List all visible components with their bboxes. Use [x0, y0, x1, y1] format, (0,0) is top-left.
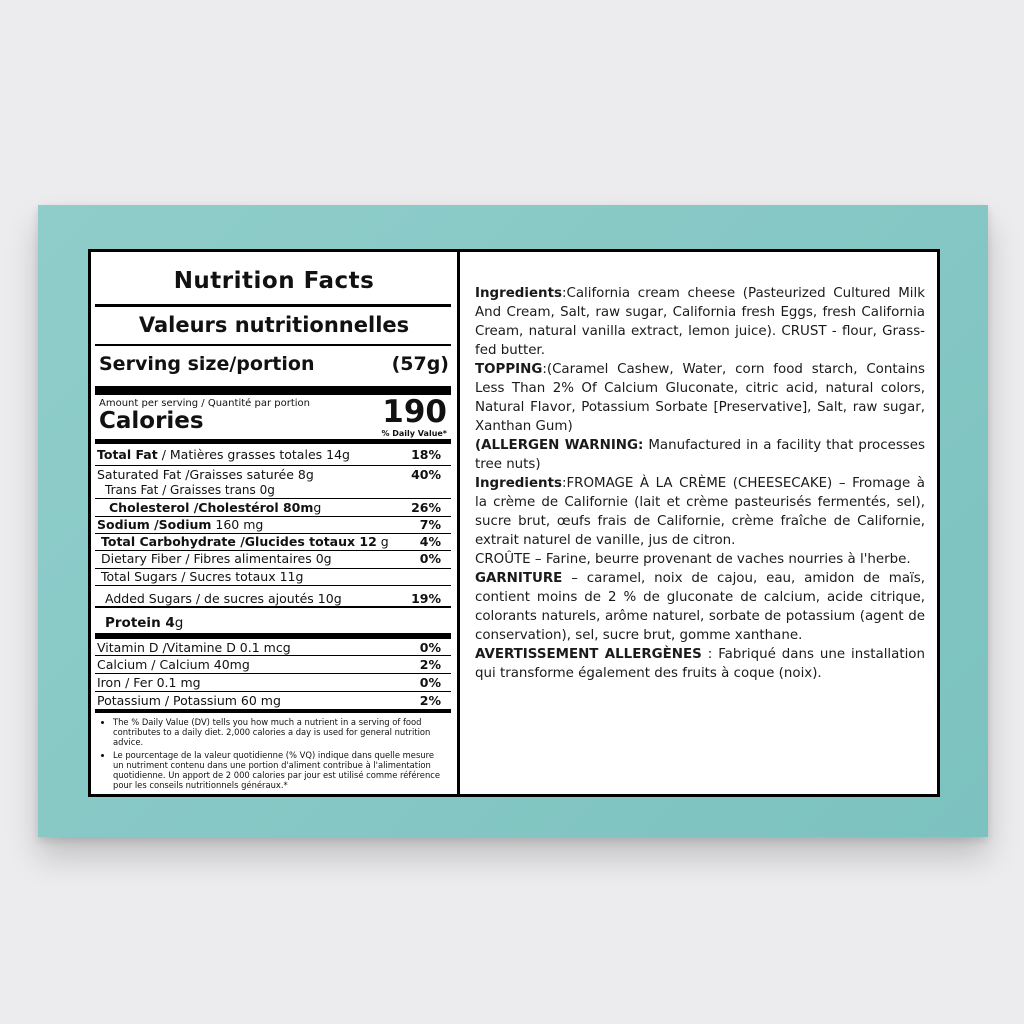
thick-divider [95, 439, 451, 444]
ingredients-fr-label: Ingredients [475, 476, 562, 491]
nutrient-row-total-sugars [101, 569, 449, 584]
nutrient-dv: 4% [419, 534, 441, 549]
row-divider [95, 691, 451, 692]
nutrient-row-saturated-fat [97, 467, 449, 482]
row-divider [95, 465, 451, 466]
nutrition-title-fr: Valeurs nutritionnelles [138, 313, 410, 337]
serving-value: (57g) [391, 353, 449, 375]
nutrient-name: Total Fat [97, 447, 158, 462]
avert-label: AVERTISSEMENT ALLERGÈNES [475, 647, 702, 662]
nutrient-dv: 0% [419, 551, 441, 566]
nutrient-row-iron [97, 675, 449, 690]
nutrient-label: g [174, 615, 184, 631]
label-panel [88, 249, 940, 797]
row-divider [95, 655, 451, 656]
divider-line [95, 304, 451, 307]
row-divider [95, 673, 451, 674]
row-divider [95, 606, 451, 608]
divider-line [95, 344, 451, 346]
row-divider [95, 498, 451, 499]
nutrient-label: Vitamin D /Vitamine D 0.1 mcg [97, 640, 291, 655]
nutrient-name: Sodium /Sodium [97, 517, 212, 532]
nutrient-label: Iron / Fer 0.1 mg [97, 675, 201, 690]
nutrient-row-sodium [97, 517, 449, 532]
nutrient-dv: 40% [411, 467, 441, 482]
nutrient-label: / Matières grasses totales [157, 447, 323, 462]
footnotes [101, 717, 441, 793]
nutrient-dv: 0% [419, 675, 441, 690]
nutrient-row-cholesterol [109, 500, 449, 515]
nutrient-dv: 2% [419, 693, 441, 708]
nutrient-label: 160 mg [211, 517, 264, 532]
nutrient-name: Total Carbohydrate /Glucides totaux 12 [101, 534, 377, 549]
nutrient-label: Added Sugars / de sucres ajoutés 10g [105, 591, 342, 606]
allergen-warning-fr [475, 645, 925, 683]
panel-divider [457, 252, 460, 794]
garniture [475, 569, 925, 645]
nutrient-name: Cholesterol /Cholestérol 80m [109, 500, 314, 515]
nutrient-label: Total Sugars / Sucres totaux 11g [101, 569, 304, 584]
nutrient-row-carbohydrate [101, 534, 449, 549]
nutrient-label: Potassium / Potassium 60 mg [97, 693, 281, 708]
nutrient-label: Saturated Fat /Graisses saturée 8g [97, 467, 314, 482]
nutrient-row-fiber [101, 551, 449, 566]
nutrient-dv: 7% [419, 517, 441, 532]
nutrient-row-protein [105, 615, 457, 631]
daily-value-label: % Daily Value* [381, 429, 447, 438]
garniture-text: – caramel, noix de cajou, eau, amidon de maïs, contient moins de 2 % de gluconate de calcium, acide citrique, colorants naturels, arôme naturel, sorbate de potassium (agent de conservation), sel, sucre brut, gomme xanthane. [475, 571, 925, 643]
garniture-label: GARNITURE [475, 571, 563, 586]
nutrient-dv: 26% [411, 500, 441, 515]
serving-size [99, 353, 451, 375]
ingredients-fr [475, 474, 925, 550]
amount-per-serving: Amount per serving / Quantité par portion [99, 398, 310, 409]
nutrient-dv: 0% [419, 640, 441, 655]
nutrition-title-en: Nutrition Facts [173, 268, 375, 294]
nutrient-label: Calcium / Calcium 40mg [97, 657, 250, 672]
nutrient-label: g [376, 534, 389, 549]
nutrition-facts-table [91, 252, 457, 794]
nutrient-row-total-fat [97, 447, 449, 462]
nutrient-row-added-sugars [105, 591, 449, 606]
croute: CROÛTE – Farine, beurre provenant de vaches nourries à l'herbe. [475, 552, 911, 567]
nutrient-dv: 2% [419, 657, 441, 672]
footnote-en: • The % Daily Value (DV) tells you how much a nutrient in a serving of food contributes to a daily diet. 2,000 calories a day is used for general nutrition advice. [113, 717, 441, 747]
nutrient-amount: 14g [322, 447, 350, 462]
topping-text: :(Caramel Cashew, Water, corn food starch, Contains Less Than 2% Of Calcium Gluconate, citric acid, natural colors, Natural Flavor, Potassium Sorbate [Preservative], Salt, raw sugar, Xanthan Gum) [475, 362, 925, 434]
nutrient-row-potassium [97, 693, 449, 708]
ingredients-en-text: :California cream cheese (Pasteurized Cultured Milk And Cream, Salt, raw sugar, California fresh Eggs, fresh California Cream, natural vanilla extract, lemon juice). CRUST - flour, Grass-fed butter. [475, 286, 925, 358]
ingredients-panel [475, 284, 925, 683]
serving-label: Serving size/portion [99, 353, 315, 375]
allergen-label: (ALLERGEN WARNING: [475, 438, 644, 453]
nutrient-dv: 18% [411, 447, 441, 462]
allergen-text: Manufactured in a facility that processes tree nuts) [475, 438, 925, 472]
ingredients-en [475, 284, 925, 360]
nutrient-label: g [313, 500, 322, 515]
row-divider [95, 585, 451, 586]
topping-label: TOPPING [475, 362, 543, 377]
ingredients-fr-text: :FROMAGE À LA CRÈME (CHEESECAKE) – Fromage à la crème de Californie (lait et crème pasteurisés fermentés, sel), sucre brut, œufs frais de Californie, crème fraîche de Californie, extrait naturel de vanille, jus de citron. [475, 476, 925, 548]
thick-divider [95, 633, 451, 639]
avert-text: : Fabriqué dans une installation qui transforme également des fruits à coque (noix). [475, 647, 925, 681]
footnote-fr: • Le pourcentage de la valeur quotidienne (% VQ) indique dans quelle mesure un nutriment contenu dans une portion d'aliment contribue à l'alimentation quotidienne. Un apport de 2 000 calories par jour est utilisé comme référence pour les conseils nutritionnels généraux.* [113, 750, 441, 790]
nutrient-label: Dietary Fiber / Fibres alimentaires 0g [101, 551, 332, 566]
thick-divider [95, 709, 451, 713]
ingredients-en-label: Ingredients [475, 286, 562, 301]
topping [475, 360, 925, 436]
nutrient-row-vitamin-d [97, 640, 449, 655]
nutrient-name: Protein 4 [105, 615, 175, 631]
calories-label: Calories [99, 408, 204, 434]
nutrient-label: Trans Fat / Graisses trans 0g [105, 483, 275, 497]
nutrient-dv: 19% [411, 591, 441, 606]
nutrient-row-trans-fat [105, 483, 457, 497]
nutrient-row-calcium [97, 657, 449, 672]
calories-value: 190 [382, 394, 447, 430]
allergen-warning-en [475, 436, 925, 474]
